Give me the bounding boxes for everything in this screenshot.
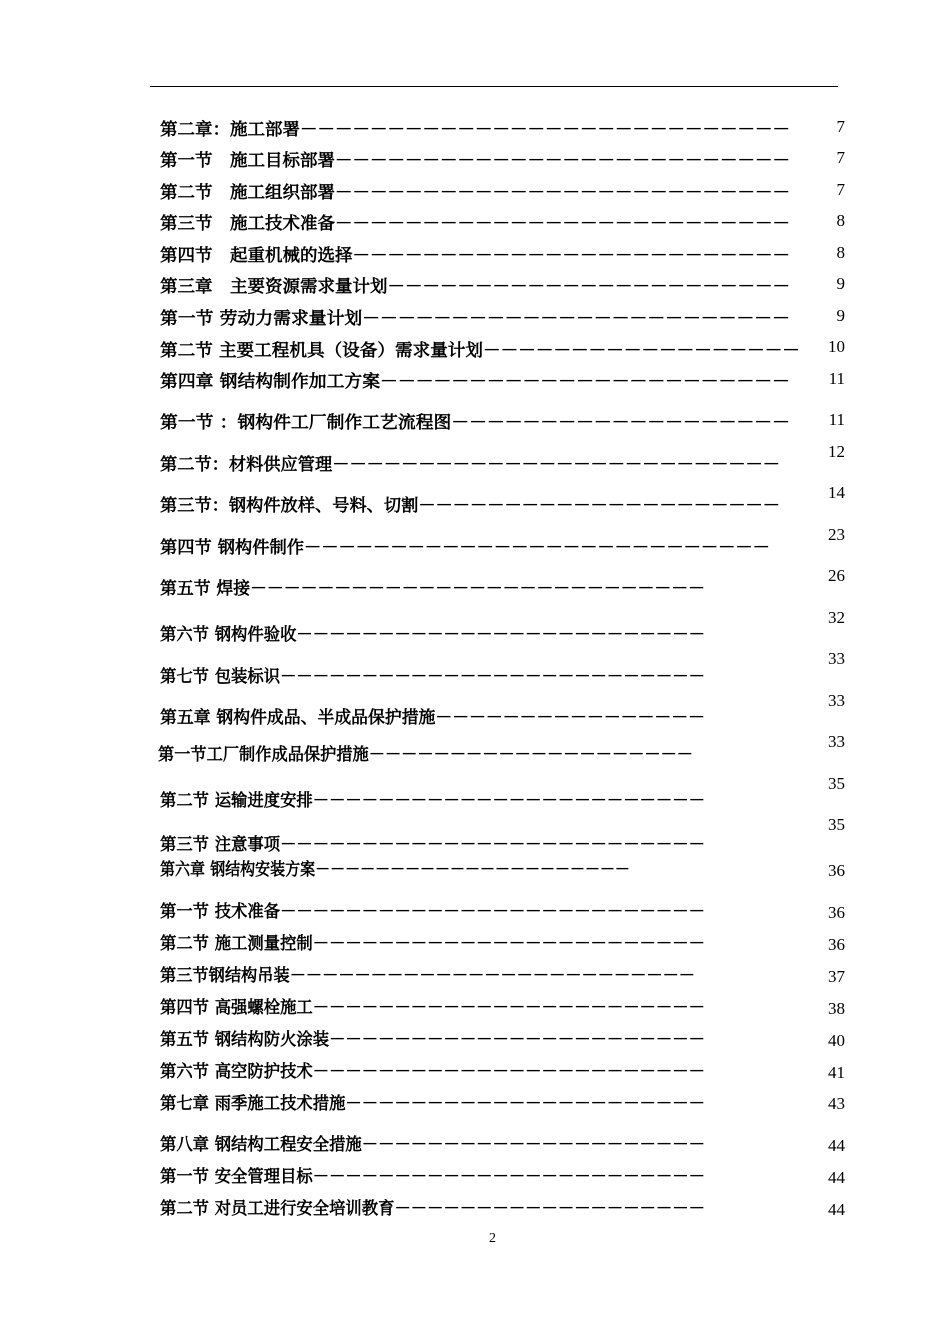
toc-entry[interactable]: 第七节 包装标识－－－－－－－－－－－－－－－－－－－－－－－－－－ (160, 667, 705, 687)
toc-page-number: 37 (828, 967, 845, 986)
toc-entry[interactable]: 第一节 劳动力需求量计划－－－－－－－－－－－－－－－－－－－－－－－－ (160, 309, 790, 329)
toc-entry[interactable]: 第四节 钢构件制作－－－－－－－－－－－－－－－－－－－－－－－－－－－ (160, 538, 770, 558)
toc-page-number: 33 (828, 649, 845, 668)
toc-entry[interactable]: 第三节：钢构件放样、号料、切割－－－－－－－－－－－－－－－－－－－－－ (160, 496, 780, 516)
toc-page-number: 7 (836, 180, 845, 199)
toc-page-number: 9 (836, 274, 845, 293)
toc-page-number: 44 (828, 1136, 845, 1155)
toc-page-number: 43 (828, 1094, 845, 1113)
toc-page-number: 12 (828, 442, 845, 461)
toc-entry[interactable]: 第五章 钢构件成品、半成品保护措施－－－－－－－－－－－－－－－－ (160, 708, 705, 728)
toc-entry[interactable]: 第一节 ：钢构件工厂制作工艺流程图－－－－－－－－－－－－－－－－－－－ (160, 413, 790, 433)
toc-entry[interactable]: 第二节 主要工程机具（设备）需求量计划－－－－－－－－－－－－－－－－－－ (160, 341, 800, 361)
toc-page-number: 11 (828, 410, 845, 429)
toc-entry[interactable]: 第一节 技术准备－－－－－－－－－－－－－－－－－－－－－－－－－－ (160, 902, 705, 922)
toc-entry[interactable]: 第五节 钢结构防火涂装－－－－－－－－－－－－－－－－－－－－－－－ (160, 1030, 705, 1050)
toc-page-number: 11 (828, 369, 845, 388)
toc-entry[interactable]: 第七章 雨季施工技术措施－－－－－－－－－－－－－－－－－－－－－－ (160, 1094, 705, 1114)
toc-page-number: 9 (836, 306, 845, 325)
toc-entry[interactable]: 第一节工厂制作成品保护措施－－－－－－－－－－－－－－－－－－－－ (158, 745, 693, 765)
toc-page-number: 36 (828, 903, 845, 922)
toc-entry[interactable]: 第一节 安全管理目标－－－－－－－－－－－－－－－－－－－－－－－－ (160, 1167, 705, 1187)
toc-page-number: 33 (828, 691, 845, 710)
toc-page-number: 36 (828, 935, 845, 954)
toc-page-number: 33 (828, 732, 845, 751)
toc-page-number: 41 (828, 1063, 845, 1082)
toc-page-number: 44 (828, 1200, 845, 1219)
toc-entry[interactable]: 第二章：施工部署－－－－－－－－－－－－－－－－－－－－－－－－－－－－ (160, 120, 790, 140)
toc-entry[interactable]: 第三章 主要资源需求量计划－－－－－－－－－－－－－－－－－－－－－－－ (160, 277, 790, 297)
toc-entry[interactable]: 第三节 施工技术准备－－－－－－－－－－－－－－－－－－－－－－－－－－ (160, 214, 790, 234)
toc-page-number: 7 (836, 117, 845, 136)
toc-page-number: 38 (828, 999, 845, 1018)
toc-entry[interactable]: 第四节 高强螺栓施工－－－－－－－－－－－－－－－－－－－－－－－－ (160, 998, 705, 1018)
toc-entry[interactable]: 第六节 高空防护技术－－－－－－－－－－－－－－－－－－－－－－－－ (160, 1062, 705, 1082)
footer-page-number: 2 (489, 1231, 496, 1246)
toc-entry[interactable]: 第四节 起重机械的选择－－－－－－－－－－－－－－－－－－－－－－－－－ (160, 246, 790, 266)
toc-page-number: 23 (828, 525, 845, 544)
toc-page-number: 8 (836, 211, 845, 230)
toc-page-number: 40 (828, 1031, 845, 1050)
toc-page-number: 8 (836, 243, 845, 262)
toc-page-number: 10 (828, 337, 845, 356)
toc-entry[interactable]: 第二节：材料供应管理－－－－－－－－－－－－－－－－－－－－－－－－－－ (160, 455, 780, 475)
toc-page-number: 7 (836, 148, 845, 167)
toc-entry[interactable]: 第六节 钢构件验收－－－－－－－－－－－－－－－－－－－－－－－－－ (160, 625, 705, 645)
toc-entry[interactable]: 第四章 钢结构制作加工方案－－－－－－－－－－－－－－－－－－－－－－－ (160, 372, 790, 392)
toc-entry[interactable]: 第三节钢结构吊装－－－－－－－－－－－－－－－－－－－－－－－－－ (160, 966, 695, 986)
toc-page-number: 32 (828, 608, 845, 627)
toc-page-number: 14 (828, 483, 845, 502)
toc-entry[interactable]: 第八章 钢结构工程安全措施－－－－－－－－－－－－－－－－－－－－－ (160, 1135, 705, 1155)
toc-entry[interactable]: 第二节 对员工进行安全培训教育－－－－－－－－－－－－－－－－－－－ (160, 1199, 705, 1219)
toc-entry[interactable]: 第一节 施工目标部署－－－－－－－－－－－－－－－－－－－－－－－－－－ (160, 151, 790, 171)
toc-entry[interactable]: 第五节 焊接－－－－－－－－－－－－－－－－－－－－－－－－－－－ (160, 579, 705, 599)
toc-page-number: 36 (828, 861, 845, 880)
toc-page-number: 35 (828, 774, 845, 793)
toc-page-number: 44 (828, 1168, 845, 1187)
header-rule (150, 86, 838, 87)
toc-page-number: 26 (828, 566, 845, 585)
toc-entry[interactable]: 第二节 运输进度安排－－－－－－－－－－－－－－－－－－－－－－－－ (160, 791, 705, 811)
toc-entry[interactable]: 第六章 钢结构安装方案－－－－－－－－－－－－－－－－－－－－－ (160, 860, 630, 880)
toc-entry[interactable]: 第二节 施工组织部署－－－－－－－－－－－－－－－－－－－－－－－－－－ (160, 183, 790, 203)
toc-entry[interactable]: 第二节 施工测量控制－－－－－－－－－－－－－－－－－－－－－－－－ (160, 934, 705, 954)
toc-entry[interactable]: 第三节 注意事项－－－－－－－－－－－－－－－－－－－－－－－－－－ (160, 835, 705, 855)
toc-page-number: 35 (828, 815, 845, 834)
